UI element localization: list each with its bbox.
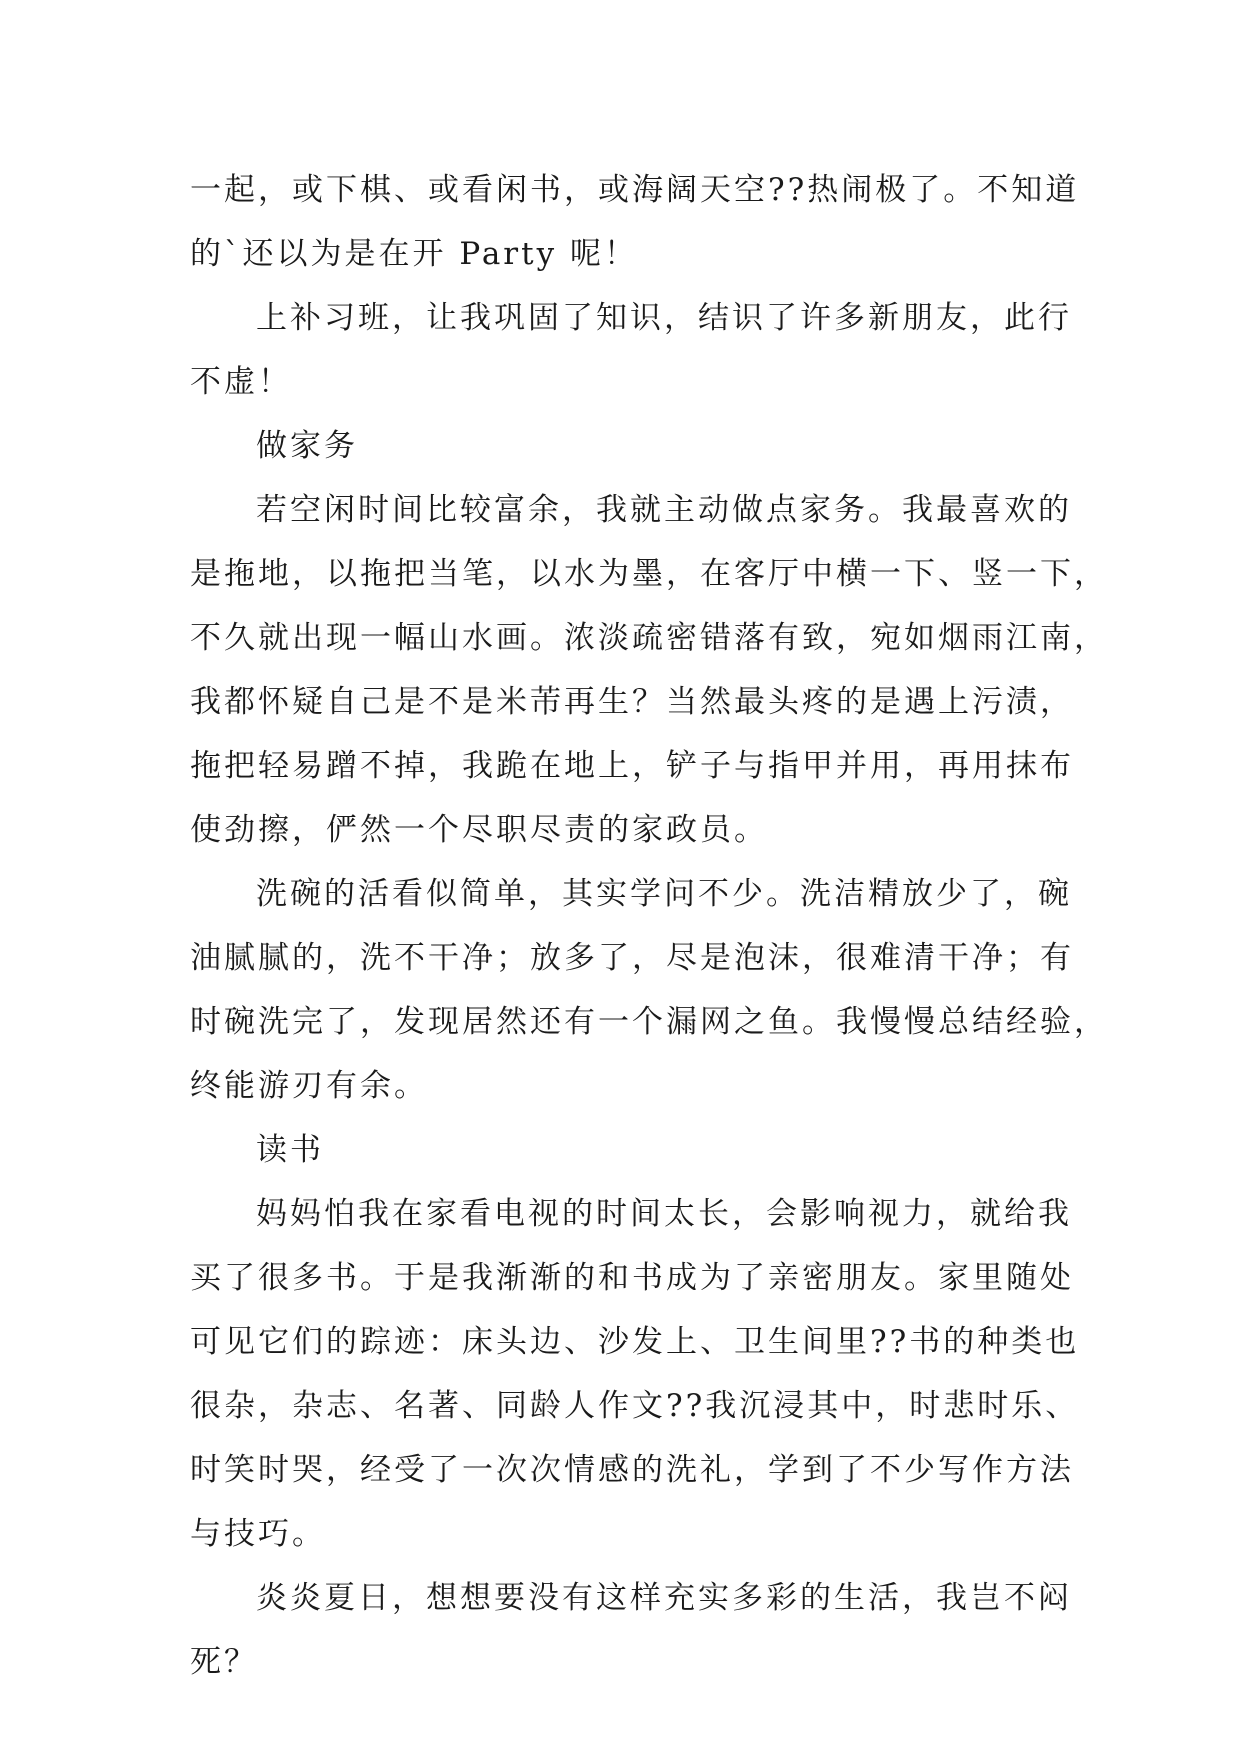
text-line: 炎炎夏日，想想要没有这样充实多彩的生活，我岂不闷: [256, 1580, 1072, 1616]
text-line: 很杂，杂志、名著、同龄人作文??我沉浸其中，时悲时乐、: [190, 1388, 1080, 1424]
text-line: 读书: [256, 1132, 324, 1168]
text-line: 是拖地，以拖把当笔，以水为墨，在客厅中横一下、竖一下，: [190, 556, 1108, 592]
text-line: 与技巧。: [190, 1516, 326, 1552]
text-line: 我都怀疑自己是不是米芾再生？当然最头疼的是遇上污渍，: [190, 684, 1074, 720]
text-line: 不久就出现一幅山水画。浓淡疏密错落有致，宛如烟雨江南，: [190, 620, 1108, 656]
text-line: 油腻腻的，洗不干净；放多了，尽是泡沫，很难清干净；有: [190, 940, 1074, 976]
text-line: 拖把轻易蹭不掉，我跪在地上，铲子与指甲并用，再用抹布: [190, 748, 1074, 784]
text-line: 上补习班，让我巩固了知识，结识了许多新朋友，此行: [256, 300, 1072, 336]
text-line: 买了很多书。于是我渐渐的和书成为了亲密朋友。家里随处: [190, 1260, 1074, 1296]
text-line: 洗碗的活看似简单，其实学问不少。洗洁精放少了，碗: [256, 876, 1072, 912]
text-line: 一起，或下棋、或看闲书，或海阔天空??热闹极了。不知道: [190, 172, 1080, 208]
text-line: 死？: [190, 1644, 258, 1680]
essay-body: [190, 158, 1108, 1694]
text-line: 妈妈怕我在家看电视的时间太长，会影响视力，就给我: [256, 1196, 1072, 1232]
text-line: 时碗洗完了，发现居然还有一个漏网之鱼。我慢慢总结经验，: [190, 1004, 1108, 1040]
text-line: 终能游刃有余。: [190, 1068, 428, 1104]
text-line: 时笑时哭，经受了一次次情感的洗礼，学到了不少写作方法: [190, 1452, 1074, 1488]
text-line: 使劲擦，俨然一个尽职尽责的家政员。: [190, 812, 768, 848]
text-line: 的`还以为是在开 Party 呢！: [190, 236, 638, 272]
text-line: 不虚！: [190, 364, 292, 400]
text-line: 可见它们的踪迹：床头边、沙发上、卫生间里??书的种类也: [190, 1324, 1080, 1360]
text-line: 做家务: [256, 428, 358, 464]
text-line: 若空闲时间比较富余，我就主动做点家务。我最喜欢的: [256, 492, 1072, 528]
